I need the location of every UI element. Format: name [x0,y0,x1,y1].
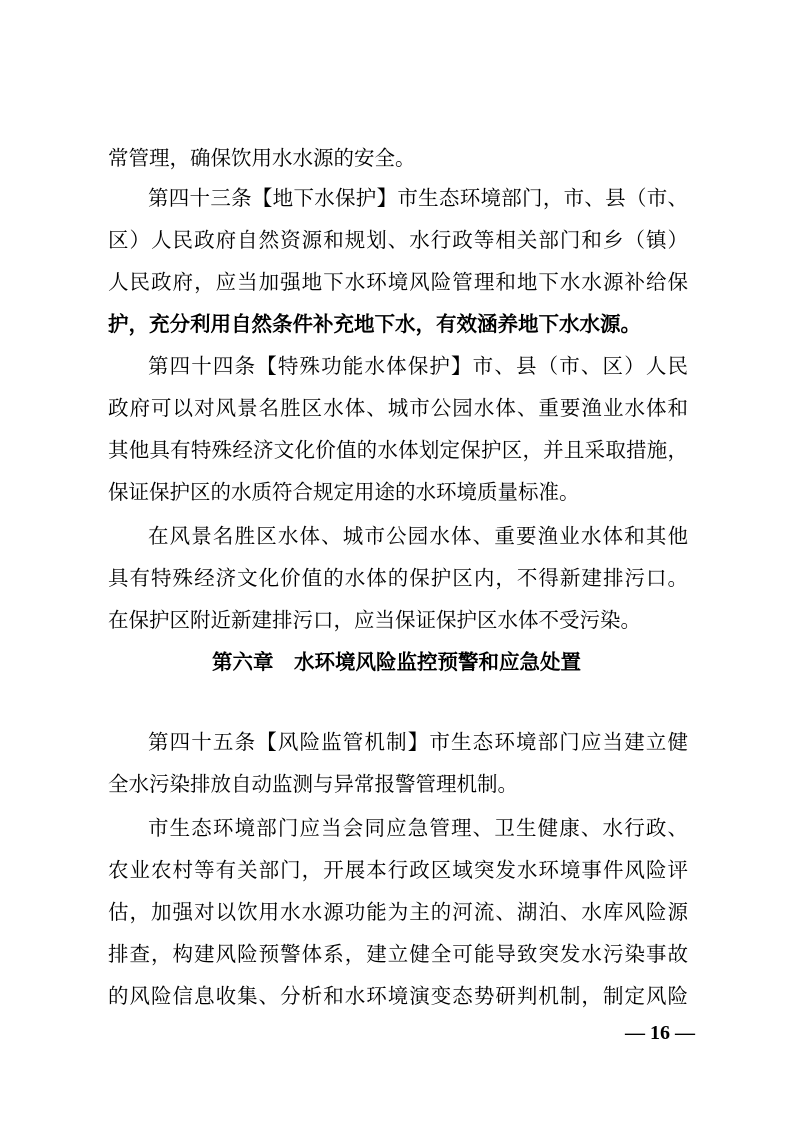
paragraph-line: 第四十四条【特殊功能水体保护】市、县（市、区）人民 [148,354,688,378]
paragraph-line: 全水污染排放自动监测与异常报警管理机制。 [108,772,518,796]
paragraph-line: 人民政府，应当加强地下水环境风险管理和地下水水源补给保 [108,270,688,294]
paragraph-line: 保证保护区的水质符合规定用途的水环境质量标准。 [108,480,580,504]
paragraph-line: 估，加强对以饮用水水源功能为主的河流、湖泊、水库风险源 [108,900,688,924]
paragraph-line: 常管理，确保饮用水水源的安全。 [108,146,416,170]
chapter-title: 第六章 水环境风险监控预警和应急处置 [212,650,581,674]
page-number: — 16 — [625,1022,695,1044]
paragraph-line: 护，充分利用自然条件补充地下水，有效涵养地下水水源。 [108,312,641,336]
paragraph-line: 第四十五条【风险监管机制】市生态环境部门应当建立健 [148,730,688,754]
paragraph-line: 市生态环境部门应当会同应急管理、卫生健康、水行政、 [148,816,688,840]
paragraph-line: 在保护区附近新建排污口，应当保证保护区水体不受污染。 [108,608,641,632]
paragraph-line: 其他具有特殊经济文化价值的水体划定保护区，并且采取措施， [108,438,688,462]
paragraph-line: 具有特殊经济文化价值的水体的保护区内，不得新建排污口。 [108,566,688,590]
paragraph-line: 的风险信息收集、分析和水环境演变态势研判机制，制定风险 [108,984,688,1008]
paragraph-line: 在风景名胜区水体、城市公园水体、重要渔业水体和其他 [148,524,688,548]
paragraph-line: 农业农村等有关部门，开展本行政区域突发水环境事件风险评 [108,858,688,882]
paragraph-line: 排查，构建风险预警体系，建立健全可能导致突发水污染事故 [108,942,688,966]
paragraph-line: 第四十三条【地下水保护】市生态环境部门，市、县（市、 [148,186,688,210]
paragraph-line: 政府可以对风景名胜区水体、城市公园水体、重要渔业水体和 [108,396,688,420]
paragraph-line: 区）人民政府自然资源和规划、水行政等相关部门和乡（镇） [108,228,688,252]
